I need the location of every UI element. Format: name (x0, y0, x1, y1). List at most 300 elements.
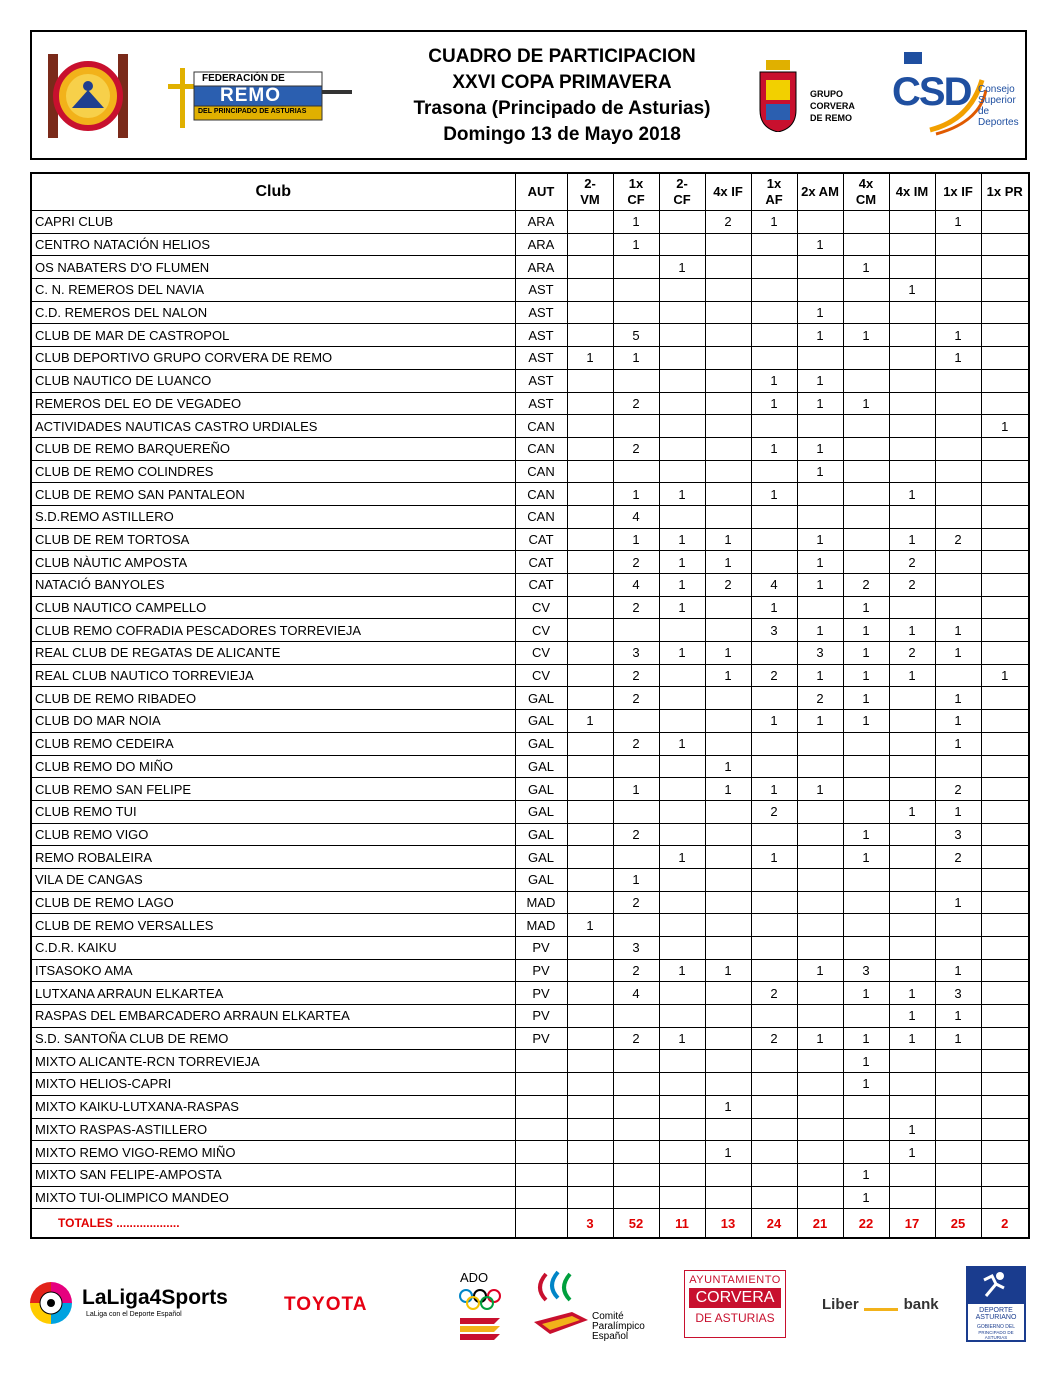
entries-cell: 1 (843, 596, 889, 619)
club-name-cell: CLUB DE REMO SAN PANTALEON (31, 483, 515, 506)
entries-cell (751, 868, 797, 891)
entries-cell (797, 596, 843, 619)
entries-cell (843, 755, 889, 778)
autonomy-cell: CAT (515, 528, 567, 551)
column-header-label: 4x IM (895, 184, 929, 199)
entries-cell (797, 279, 843, 302)
entries-cell (935, 505, 981, 528)
table-row (31, 574, 1029, 597)
table-row (31, 642, 1029, 665)
column-header-label: 2- (676, 176, 688, 191)
entries-cell (751, 1141, 797, 1164)
entries-cell (705, 256, 751, 279)
entries-cell (981, 1141, 1029, 1164)
club-name-cell: CLUB DE REMO BARQUEREÑO (31, 437, 515, 460)
entries-cell (567, 1027, 613, 1050)
entries-cell: 2 (889, 551, 935, 574)
entries-cell: 1 (659, 642, 705, 665)
table-row (31, 233, 1029, 256)
entries-cell (843, 1095, 889, 1118)
entries-cell (797, 1005, 843, 1028)
club-name-cell: CLUB DE REM TORTOSA (31, 528, 515, 551)
entries-cell (567, 369, 613, 392)
entries-cell: 1 (613, 211, 659, 234)
entries-cell: 1 (797, 551, 843, 574)
entries-cell (567, 642, 613, 665)
entries-cell (751, 505, 797, 528)
entries-cell: 1 (843, 1027, 889, 1050)
column-header (889, 173, 935, 211)
column-header-sublabel: VM (580, 192, 600, 207)
title-line-4: Domingo 13 de Mayo 2018 (443, 124, 681, 145)
entries-cell (751, 233, 797, 256)
table-row (31, 301, 1029, 324)
autonomy-cell: AST (515, 347, 567, 370)
table-row (31, 1141, 1029, 1164)
entries-cell (751, 528, 797, 551)
entries-cell (981, 1005, 1029, 1028)
column-header (797, 173, 843, 211)
entries-cell (659, 347, 705, 370)
club-name-cell: C.D.R. KAIKU (31, 937, 515, 960)
entries-cell (705, 687, 751, 710)
entries-cell (981, 1186, 1029, 1209)
column-header-label: 4x (858, 176, 874, 191)
entries-cell (797, 1073, 843, 1096)
autonomy-cell: ARA (515, 211, 567, 234)
table-row (31, 846, 1029, 869)
entries-cell (567, 211, 613, 234)
csd-text: CSD (892, 70, 971, 114)
participation-table-wrap (30, 172, 1028, 1239)
entries-cell (981, 642, 1029, 665)
entries-cell (751, 687, 797, 710)
entries-cell: 1 (797, 301, 843, 324)
entries-cell (659, 369, 705, 392)
entries-cell (613, 1073, 659, 1096)
entries-cell (567, 800, 613, 823)
table-row (31, 347, 1029, 370)
table-row (31, 710, 1029, 733)
club-name-cell: CLUB REMO VIGO (31, 823, 515, 846)
autonomy-cell: PV (515, 982, 567, 1005)
entries-cell (751, 1050, 797, 1073)
entries-cell (889, 1050, 935, 1073)
entries-cell (613, 800, 659, 823)
entries-cell (567, 1095, 613, 1118)
entries-cell (705, 710, 751, 733)
club-name-cell: OS NABATERS D'O FLUMEN (31, 256, 515, 279)
entries-cell (935, 914, 981, 937)
entries-cell (889, 959, 935, 982)
column-header-label: AUT (527, 184, 555, 199)
entries-cell: 1 (751, 369, 797, 392)
club-name-cell: MIXTO ALICANTE-RCN TORREVIEJA (31, 1050, 515, 1073)
entries-cell (705, 1050, 751, 1073)
entries-cell: 1 (659, 574, 705, 597)
liberbank-logo (822, 1296, 940, 1316)
entries-cell (981, 483, 1029, 506)
entries-cell (659, 279, 705, 302)
entries-cell (567, 483, 613, 506)
entries-cell (659, 664, 705, 687)
entries-cell (567, 574, 613, 597)
table-row (31, 1095, 1029, 1118)
federacion-remo-asturias-logo (164, 66, 354, 130)
table-row (31, 415, 1029, 438)
entries-cell (981, 347, 1029, 370)
entries-cell: 1 (705, 778, 751, 801)
entries-cell (935, 868, 981, 891)
entries-cell (889, 392, 935, 415)
entries-cell: 3 (843, 959, 889, 982)
entries-cell: 3 (613, 937, 659, 960)
entries-cell (659, 914, 705, 937)
entries-cell (567, 256, 613, 279)
entries-cell (613, 755, 659, 778)
entries-cell: 2 (751, 1027, 797, 1050)
column-header-label: 1x IF (943, 184, 973, 199)
entries-cell (935, 460, 981, 483)
entries-cell (935, 1163, 981, 1186)
table-row (31, 914, 1029, 937)
entries-cell (981, 324, 1029, 347)
club-name-cell: CLUB REMO TUI (31, 800, 515, 823)
club-name-cell: CLUB NAUTICO DE LUANCO (31, 369, 515, 392)
entries-cell (843, 1141, 889, 1164)
entries-cell (797, 823, 843, 846)
column-header-label: 1x (766, 176, 782, 191)
club-name-cell: CLUB REMO COFRADIA PESCADORES TORREVIEJA (31, 619, 515, 642)
entries-cell (705, 460, 751, 483)
entries-cell (797, 211, 843, 234)
entries-cell (889, 846, 935, 869)
entries-cell (935, 755, 981, 778)
laliga4sports-logo (28, 1280, 248, 1330)
column-header-club (31, 173, 515, 211)
entries-cell (935, 1095, 981, 1118)
club-name-cell: REMO ROBALEIRA (31, 846, 515, 869)
total-cell: 17 (889, 1209, 935, 1239)
entries-cell (705, 347, 751, 370)
entries-cell: 1 (935, 732, 981, 755)
club-name-cell: S.D. SANTOÑA CLUB DE REMO (31, 1027, 515, 1050)
entries-cell: 1 (751, 596, 797, 619)
entries-cell (981, 256, 1029, 279)
entries-cell (751, 1186, 797, 1209)
entries-cell: 1 (797, 959, 843, 982)
autonomy-cell (515, 1141, 567, 1164)
total-cell: 52 (613, 1209, 659, 1239)
table-row (31, 619, 1029, 642)
entries-cell (613, 279, 659, 302)
table-row (31, 1186, 1029, 1209)
fer-remo-text: REMO (220, 85, 281, 106)
entries-cell: 1 (797, 574, 843, 597)
club-name-cell: CLUB DE REMO RIBADEO (31, 687, 515, 710)
table-row (31, 755, 1029, 778)
entries-cell (935, 574, 981, 597)
autonomy-cell: ARA (515, 256, 567, 279)
entries-cell: 1 (843, 324, 889, 347)
entries-cell: 1 (889, 528, 935, 551)
entries-cell (567, 619, 613, 642)
entries-cell (981, 1163, 1029, 1186)
entries-cell: 1 (613, 778, 659, 801)
entries-cell (889, 1073, 935, 1096)
table-row (31, 868, 1029, 891)
entries-cell (751, 301, 797, 324)
column-header (751, 173, 797, 211)
entries-cell (705, 1027, 751, 1050)
entries-cell (981, 1050, 1029, 1073)
entries-cell (797, 982, 843, 1005)
entries-cell: 4 (751, 574, 797, 597)
entries-cell (751, 755, 797, 778)
entries-cell (567, 505, 613, 528)
entries-cell (935, 279, 981, 302)
entries-cell: 1 (567, 914, 613, 937)
entries-cell (705, 279, 751, 302)
entries-cell (567, 1073, 613, 1096)
column-header (843, 173, 889, 211)
total-cell: 25 (935, 1209, 981, 1239)
table-row (31, 687, 1029, 710)
total-cell: 11 (659, 1209, 705, 1239)
da-line-4: PRINCIPADO DE ASTURIAS (978, 1330, 1014, 1340)
entries-cell (981, 710, 1029, 733)
entries-cell (889, 891, 935, 914)
column-header (981, 173, 1029, 211)
ado-logo (456, 1270, 504, 1342)
entries-cell (889, 687, 935, 710)
table-row (31, 1163, 1029, 1186)
entries-cell: 1 (659, 483, 705, 506)
club-name-cell: MIXTO REMO VIGO-REMO MIÑO (31, 1141, 515, 1164)
totals-label: TOTALES ................... (31, 1209, 515, 1239)
entries-cell (567, 324, 613, 347)
entries-cell: 1 (889, 279, 935, 302)
entries-cell: 2 (797, 687, 843, 710)
autonomy-cell: AST (515, 324, 567, 347)
entries-cell (613, 710, 659, 733)
entries-cell (751, 1095, 797, 1118)
entries-cell (935, 1141, 981, 1164)
entries-cell (889, 256, 935, 279)
entries-cell (567, 664, 613, 687)
entries-cell: 1 (843, 1050, 889, 1073)
entries-cell (659, 1073, 705, 1096)
autonomy-cell: MAD (515, 891, 567, 914)
entries-cell (659, 1095, 705, 1118)
entries-cell (613, 1163, 659, 1186)
entries-cell: 2 (705, 211, 751, 234)
autonomy-cell: PV (515, 1005, 567, 1028)
entries-cell (981, 868, 1029, 891)
entries-cell: 1 (889, 619, 935, 642)
autonomy-cell: CAN (515, 505, 567, 528)
entries-cell (659, 301, 705, 324)
entries-cell (889, 301, 935, 324)
table-row (31, 891, 1029, 914)
entries-cell: 1 (659, 1027, 705, 1050)
entries-cell: 2 (751, 664, 797, 687)
autonomy-cell: GAL (515, 732, 567, 755)
autonomy-cell: GAL (515, 778, 567, 801)
entries-cell (889, 1163, 935, 1186)
table-row (31, 369, 1029, 392)
title-line-1: CUADRO DE PARTICIPACION (428, 46, 696, 67)
entries-cell: 1 (843, 823, 889, 846)
page-title (362, 44, 762, 148)
entries-cell: 1 (751, 392, 797, 415)
autonomy-cell: CAN (515, 483, 567, 506)
entries-cell: 2 (613, 1027, 659, 1050)
entries-cell: 2 (613, 891, 659, 914)
entries-cell (935, 415, 981, 438)
cpe-text: Comité Paralímpico Español (592, 1311, 645, 1342)
entries-cell: 1 (659, 959, 705, 982)
entries-cell (567, 596, 613, 619)
entries-cell (705, 891, 751, 914)
entries-cell: 1 (935, 1027, 981, 1050)
club-name-cell: CLUB DE MAR DE CASTROPOL (31, 324, 515, 347)
entries-cell (659, 324, 705, 347)
autonomy-cell: GAL (515, 868, 567, 891)
entries-cell (751, 732, 797, 755)
table-row (31, 505, 1029, 528)
entries-cell (567, 415, 613, 438)
entries-cell (659, 1118, 705, 1141)
entries-cell (843, 1118, 889, 1141)
table-row (31, 800, 1029, 823)
club-name-cell: MIXTO TUI-OLIMPICO MANDEO (31, 1186, 515, 1209)
entries-cell: 1 (935, 959, 981, 982)
entries-cell: 2 (613, 664, 659, 687)
entries-cell (981, 1073, 1029, 1096)
entries-cell (659, 460, 705, 483)
deporte-asturiano-logo (966, 1266, 1026, 1342)
autonomy-cell: CAN (515, 415, 567, 438)
entries-cell (889, 415, 935, 438)
entries-cell (613, 1118, 659, 1141)
entries-cell (981, 211, 1029, 234)
entries-cell (567, 687, 613, 710)
entries-cell (935, 437, 981, 460)
entries-cell (797, 868, 843, 891)
autonomy-cell: CV (515, 664, 567, 687)
entries-cell: 1 (981, 415, 1029, 438)
entries-cell (705, 301, 751, 324)
entries-cell: 1 (705, 1141, 751, 1164)
autonomy-cell (515, 1073, 567, 1096)
entries-cell (659, 778, 705, 801)
entries-cell: 1 (843, 982, 889, 1005)
autonomy-cell: GAL (515, 710, 567, 733)
total-cell (515, 1209, 567, 1239)
table-row (31, 778, 1029, 801)
entries-cell (843, 301, 889, 324)
entries-cell (889, 937, 935, 960)
entries-cell (981, 914, 1029, 937)
entries-cell (797, 483, 843, 506)
grupo-corvera-shield-logo (758, 60, 798, 132)
entries-cell: 3 (935, 823, 981, 846)
entries-cell (981, 778, 1029, 801)
entries-cell: 3 (751, 619, 797, 642)
entries-cell (567, 982, 613, 1005)
entries-cell: 1 (935, 347, 981, 370)
total-cell: 24 (751, 1209, 797, 1239)
entries-cell (797, 415, 843, 438)
table-row (31, 937, 1029, 960)
entries-cell: 1 (935, 687, 981, 710)
entries-cell: 1 (797, 324, 843, 347)
entries-cell (889, 505, 935, 528)
fer-sub-text: DEL PRINCIPADO DE ASTURIAS (198, 108, 307, 115)
entries-cell (567, 279, 613, 302)
entries-cell (981, 846, 1029, 869)
entries-cell: 1 (889, 800, 935, 823)
entries-cell (981, 392, 1029, 415)
entries-cell (843, 778, 889, 801)
entries-cell: 1 (797, 664, 843, 687)
entries-cell: 1 (751, 846, 797, 869)
title-line-2: XXVI COPA PRIMAVERA (452, 72, 672, 93)
entries-cell (981, 551, 1029, 574)
total-cell: 2 (981, 1209, 1029, 1239)
entries-cell (613, 1095, 659, 1118)
entries-cell: 1 (659, 596, 705, 619)
column-header-label: 2- (584, 176, 596, 191)
entries-cell (797, 1141, 843, 1164)
entries-cell: 2 (935, 846, 981, 869)
club-name-cell: MIXTO KAIKU-LUTXANA-RASPAS (31, 1095, 515, 1118)
entries-cell (613, 369, 659, 392)
entries-cell (889, 460, 935, 483)
table-row (31, 823, 1029, 846)
entries-cell: 1 (843, 256, 889, 279)
entries-cell: 1 (797, 619, 843, 642)
entries-cell: 1 (797, 778, 843, 801)
entries-cell (889, 1095, 935, 1118)
club-name-cell: NATACIÓ BANYOLES (31, 574, 515, 597)
entries-cell (981, 891, 1029, 914)
column-header (567, 173, 613, 211)
entries-cell (751, 823, 797, 846)
entries-cell: 2 (751, 800, 797, 823)
column-header-label: 1x (628, 176, 644, 191)
club-name-cell: S.D.REMO ASTILLERO (31, 505, 515, 528)
entries-cell: 1 (889, 982, 935, 1005)
club-name-cell: CAPRI CLUB (31, 211, 515, 234)
autonomy-cell: PV (515, 937, 567, 960)
entries-cell (843, 437, 889, 460)
entries-cell (843, 233, 889, 256)
entries-cell (751, 1005, 797, 1028)
participation-table (30, 172, 1030, 1239)
entries-cell: 1 (889, 1027, 935, 1050)
table-row (31, 1027, 1029, 1050)
entries-cell (981, 982, 1029, 1005)
liber-text: Liber (822, 1296, 859, 1313)
entries-cell: 1 (843, 846, 889, 869)
column-header (935, 173, 981, 211)
entries-cell (659, 1005, 705, 1028)
entries-cell (843, 483, 889, 506)
entries-cell (981, 596, 1029, 619)
autonomy-cell: GAL (515, 755, 567, 778)
